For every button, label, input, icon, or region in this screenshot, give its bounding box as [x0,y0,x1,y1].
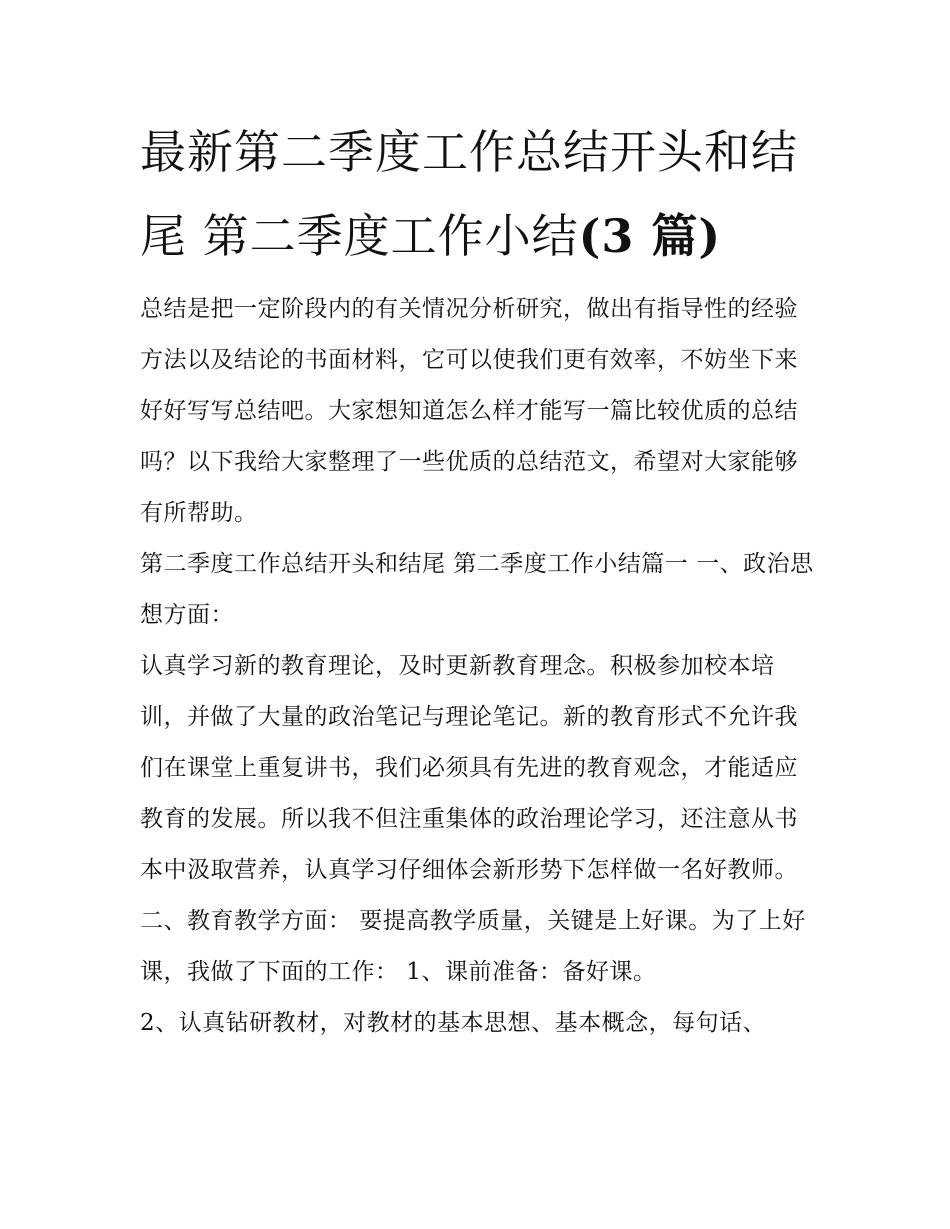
paragraph-textbook: 2、认真钻研教材，对教材的基本思想、基本概念，每句话、 [140,1010,767,1036]
paragraph-political-study: 认真学习新的教育理论，及时更新教育理念。积极参加校本培训，并做了大量的政治笔记与理论笔记。新的教育形式不允许我们在课堂上重复讲书，我们必须具有先进的教育观念，才能适应教育的发展。所以我不但注重集体的政治理论学习，还注意从书本中汲取营养，认真学习仔细体会新形势下怎样做一名好教师。 [140,653,798,883]
paragraph-teaching: 二、教育教学方面： 要提高教学质量，关键是上好课。为了上好课，我做了下面的工作： 1、课前准备：备好课。 [140,908,806,985]
paragraph-intro: 总结是把一定阶段内的有关情况分析研究，做出有指导性的经验方法以及结论的书面材料，它可以使我们更有效率，不妨坐下来好好写写总结吧。大家想知道怎么样才能写一篇比较优质的总结吗？以下我给大家整理了一些优质的总结范文，希望对大家能够有所帮助。 [140,296,798,526]
title-main: 最新第二季度工作总结开头和结尾 第二季度工作小结 [140,125,798,263]
document-title [140,110,820,278]
title-suffix: (3 篇) [578,209,722,263]
document-page [140,110,820,1049]
paragraph-section-heading: 第二季度工作总结开头和结尾 第二季度工作小结篇一 一、政治思想方面： [140,551,814,628]
